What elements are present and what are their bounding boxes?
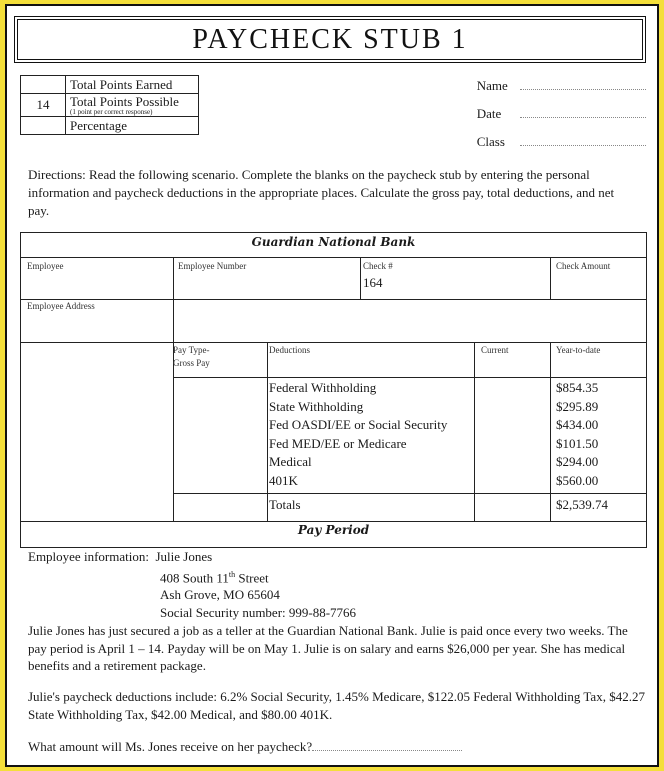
ytd-header: Year-to-date	[556, 345, 601, 355]
deduction-federal-withholding: Federal Withholding	[269, 380, 377, 395]
divider	[474, 342, 475, 521]
divider	[173, 493, 647, 494]
points-possible-label-cell	[66, 94, 199, 117]
divider	[21, 342, 647, 343]
employee-name-line	[28, 548, 356, 566]
deductions-header: Deductions	[269, 345, 310, 355]
paycheck-stub	[20, 232, 647, 548]
class-label: Class	[476, 134, 505, 149]
employee-ssn: Social Security number: 999-88-7766	[160, 604, 357, 620]
ytd-list	[556, 379, 598, 491]
points-table	[20, 75, 199, 135]
points-row-percentage	[21, 117, 199, 135]
points-earned-value[interactable]	[21, 76, 66, 94]
percentage-value[interactable]	[21, 117, 66, 135]
employee-info-label: Employee information:	[28, 549, 149, 564]
employee-name: Julie Jones	[155, 549, 213, 564]
gross-pay-header: Gross Pay	[173, 358, 210, 368]
ytd-401k: $560.00	[556, 472, 599, 488]
street-suffix: Street	[235, 569, 269, 585]
class-field[interactable]	[520, 135, 646, 146]
percentage-label: Percentage	[66, 117, 199, 135]
deduction-social-security: Fed OASDI/EE or Social Security	[269, 417, 448, 433]
employee-information	[28, 548, 356, 621]
employee-city: Ash Grove, MO 65604	[160, 587, 280, 603]
divider	[267, 342, 268, 521]
divider	[173, 377, 647, 378]
name-field[interactable]	[520, 79, 646, 90]
name-label: Name	[476, 78, 508, 93]
divider	[550, 257, 551, 299]
pay-type-header: Pay Type-	[173, 345, 210, 355]
points-possible-label: Total Points Possible	[70, 94, 179, 109]
bank-name: Guardian National Bank	[251, 235, 416, 249]
check-number-value: 164	[363, 275, 383, 290]
date-row	[477, 106, 646, 122]
name-row	[477, 78, 646, 94]
ytd-social-security: $434.00	[556, 417, 599, 433]
date-label: Date	[476, 106, 502, 121]
question-text: What amount will Ms. Jones receive on her paycheck?	[28, 739, 313, 754]
deduction-medical: Medical	[269, 454, 312, 470]
ytd-medical: $294.00	[556, 454, 599, 470]
points-earned-label: Total Points Earned	[66, 76, 199, 94]
divider	[173, 299, 174, 342]
totals-label: Totals	[269, 497, 301, 512]
check-number-header: Check #	[363, 261, 393, 271]
check-amount-header: Check Amount	[556, 261, 611, 271]
deduction-401k: 401K	[269, 472, 298, 488]
points-possible-value: 14	[21, 94, 66, 117]
divider	[21, 257, 647, 258]
deduction-medicare: Fed MED/EE or Medicare	[269, 435, 407, 451]
employee-street	[28, 566, 356, 587]
page-title: PAYCHECK STUB 1	[192, 24, 468, 55]
points-possible-note: (1 point per correct response)	[70, 108, 153, 116]
net-pay-question	[28, 738, 462, 756]
answer-field[interactable]	[312, 740, 462, 751]
divider	[173, 257, 174, 299]
points-row-possible	[21, 94, 199, 117]
street-ordinal: th	[228, 569, 236, 579]
employee-address-header: Employee Address	[27, 301, 95, 311]
street-number: 408 South 11	[160, 569, 229, 585]
pay-period-label: Pay Period	[297, 523, 370, 537]
points-row-earned	[21, 76, 199, 94]
ytd-medicare: $101.50	[556, 435, 599, 451]
ytd-federal-withholding: $854.35	[556, 380, 599, 395]
divider	[360, 257, 361, 299]
scenario-paragraph: Julie Jones has just secured a job as a teller at the Guardian National Bank. Julie is paid once every two weeks. The pay period is April 1 – 14. Payday will be on May 1. Julie is on salary and earns $26,000 per year. She has medical benefits and a retirement package.	[28, 623, 628, 673]
deduction-state-withholding: State Withholding	[269, 398, 364, 414]
class-row	[477, 134, 646, 150]
employee-header: Employee	[27, 261, 64, 271]
directions: Directions: Read the following scenario. Complete the blanks on the paycheck stub by entering the personal information and paycheck deductions in the appropriate places. Calculate the gross pay, total deductions, and net pay.	[28, 167, 615, 218]
divider	[550, 342, 551, 521]
totals-ytd: $2,539.74	[556, 497, 608, 512]
employee-number-header: Employee Number	[178, 261, 247, 271]
date-field[interactable]	[520, 107, 646, 118]
divider	[21, 299, 647, 300]
current-header: Current	[481, 345, 509, 355]
divider	[21, 521, 647, 522]
title-box	[14, 16, 646, 63]
divider	[173, 342, 174, 521]
deductions-paragraph: Julie's paycheck deductions include: 6.2% Social Security, 1.45% Medicare, $122.05 Federal Withholding Tax, $42.27 State Withholding Tax, $42.00 Medical, and $80.00 401K.	[28, 689, 645, 722]
ytd-state-withholding: $295.89	[556, 398, 599, 414]
deduction-list	[269, 379, 447, 491]
